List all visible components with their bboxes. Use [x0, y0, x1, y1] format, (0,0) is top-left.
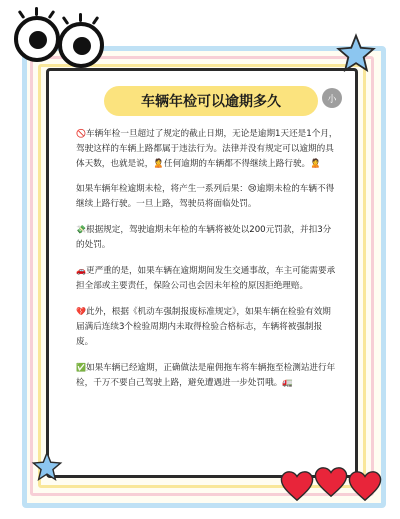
paragraph-3: 💸根据规定，驾驶逾期未年检的车辆将被处以200元罚款，并扣3分的处罚。	[76, 222, 338, 253]
page-title: 车辆年检可以逾期多久	[104, 86, 318, 116]
broken-heart-icon: 💔	[76, 307, 86, 316]
paragraph-4: 🚗更严重的是，如果车辆在逾期期间发生交通事故，车主可能需要承担全部或主要责任，保险公司也会因未年检的原因拒绝理赔。	[76, 263, 338, 294]
avatar: 小	[322, 88, 342, 108]
money-icon: 💸	[76, 225, 86, 234]
paragraph-6: ✅如果车辆已经逾期，正确做法是雇佣拖车将车辆拖至检测站进行年检，千万不要自己驾驶上路，避免遭遇进一步处罚哦。🚛	[76, 360, 338, 391]
heart-icon	[314, 466, 348, 498]
check-icon: ✅	[76, 363, 86, 372]
star-icon	[30, 450, 64, 484]
article-body	[76, 126, 338, 401]
paragraph-2: 如果车辆年检逾期未检，将产生一系列后果：😢逾期未检的车辆不得继续上路行驶。一旦上路，驾驶员将面临处罚。	[76, 184, 335, 209]
heart-icon	[280, 470, 314, 502]
paragraph-1: 🚫车辆年检一旦超过了规定的截止日期，无论是逾期1天还是1个月，驾驶这样的车辆上路都属于违法行为。法律并没有规定可以逾期的具体天数，也就是说，🙎任何逾期的车辆都不得继续上路行驶。🙎	[76, 126, 338, 172]
heart-icon	[348, 470, 382, 502]
prohibited-icon: 🚫	[76, 129, 86, 138]
star-icon	[334, 32, 378, 76]
paragraph-5: 💔此外，根据《机动车强制报废标准规定》，如果车辆在检验有效期届满后连续3个检验周期内未取得检验合格标志，车辆将被强制报废。	[76, 304, 338, 350]
left-eye-icon	[14, 16, 60, 62]
right-eye-icon	[58, 22, 104, 68]
car-icon: 🚗	[76, 266, 86, 275]
